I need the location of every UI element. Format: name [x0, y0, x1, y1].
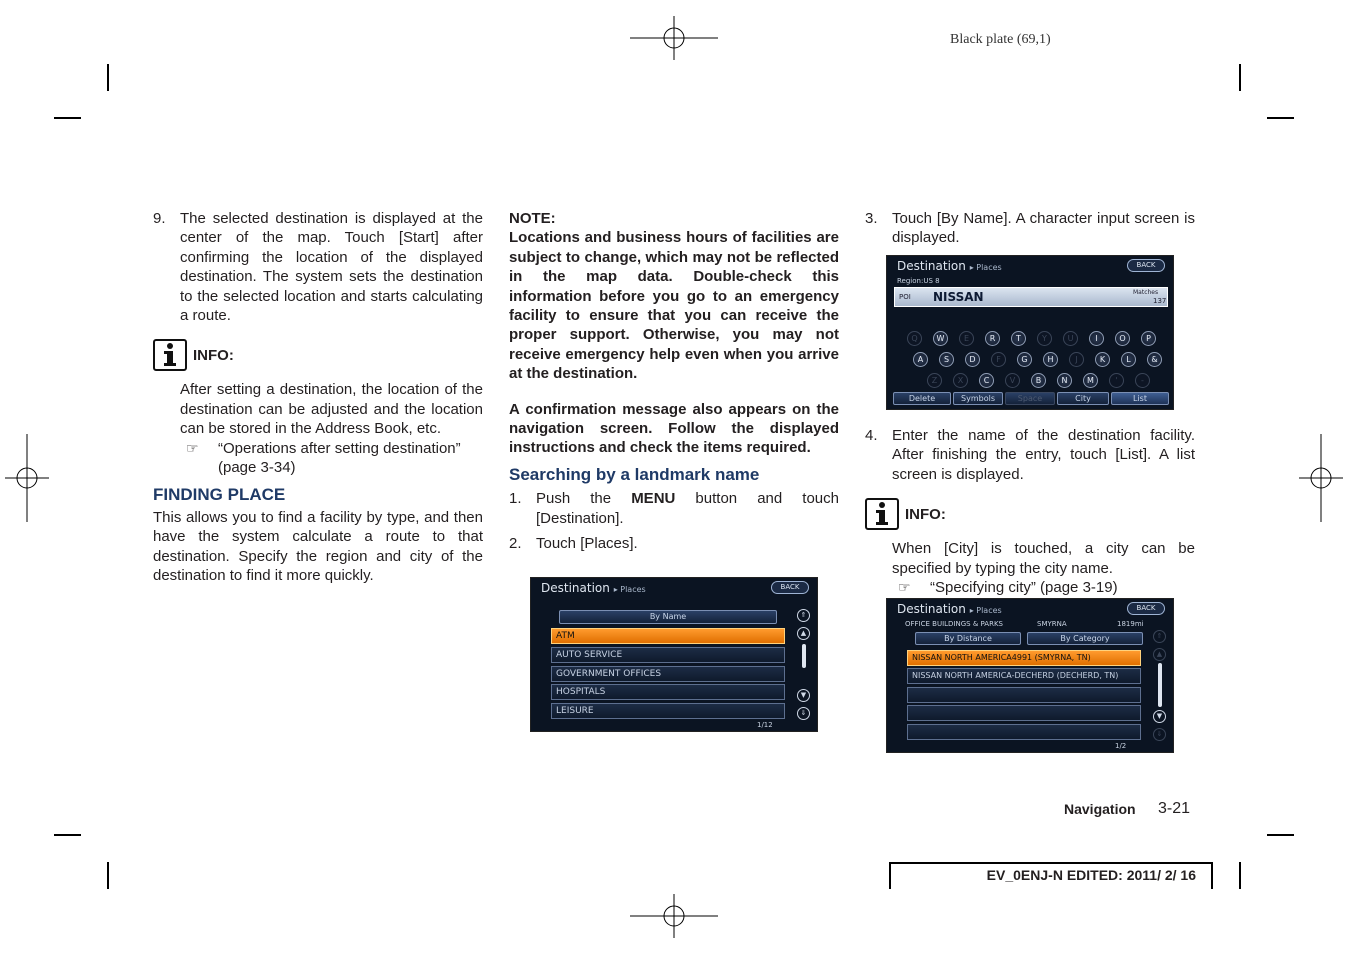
- step-number: 3.: [865, 210, 878, 227]
- column-left: [153, 209, 483, 586]
- key[interactable]: K: [1095, 352, 1110, 367]
- city-label: SMYRNA: [1037, 620, 1067, 628]
- list-item[interactable]: ATM: [551, 628, 785, 644]
- page-indicator: 1/12: [757, 721, 773, 729]
- key[interactable]: D: [965, 352, 980, 367]
- step-text: Enter the name of the destination facility. After finishing the entry, touch [List]. A list screen is displayed.: [892, 427, 1195, 483]
- list-item[interactable]: LEISURE: [551, 703, 785, 719]
- key[interactable]: F: [991, 352, 1006, 367]
- key[interactable]: I: [1089, 331, 1104, 346]
- step-number: 4.: [865, 427, 878, 444]
- key[interactable]: A: [913, 352, 928, 367]
- footer-section: Navigation: [1064, 801, 1136, 817]
- key[interactable]: -: [1135, 373, 1150, 388]
- by-name-button[interactable]: By Name: [559, 610, 777, 624]
- scroll-up-icon[interactable]: ▲: [797, 627, 810, 640]
- key[interactable]: R: [985, 331, 1000, 346]
- screen-title: Destination ▸ Places: [897, 259, 1002, 273]
- scrollbar[interactable]: [1158, 663, 1162, 707]
- step-text: Push the MENU button and touch [Destination].: [536, 490, 839, 527]
- page-up-icon[interactable]: ⇑: [1153, 630, 1166, 643]
- info-title: INFO:: [905, 505, 946, 523]
- key[interactable]: S: [939, 352, 954, 367]
- list-item-empty[interactable]: [907, 705, 1141, 721]
- screen-title: Destination ▸ Places: [541, 581, 646, 595]
- category-label: OFFICE BUILDINGS & PARKS: [905, 620, 1003, 628]
- by-distance-button[interactable]: By Distance: [915, 632, 1021, 645]
- column-middle: [509, 209, 839, 554]
- step-2: [509, 534, 839, 553]
- input-value: NISSAN: [933, 290, 984, 304]
- key[interactable]: B: [1031, 373, 1046, 388]
- info-text: When [City] is touched, a city can be specified by typing the city name.: [892, 540, 1195, 577]
- info-title: INFO:: [193, 346, 234, 364]
- step-number: 9.: [153, 210, 166, 227]
- key[interactable]: M: [1083, 373, 1098, 388]
- region-label: Region:US 8: [897, 277, 940, 285]
- reference-text: “Specifying city” (page 3-19): [930, 579, 1118, 597]
- step-text: Touch [Places].: [536, 535, 638, 553]
- key[interactable]: E: [959, 331, 974, 346]
- scroll-up-icon[interactable]: ▲: [1153, 648, 1166, 661]
- page-down-icon[interactable]: ⇓: [1153, 728, 1166, 741]
- key[interactable]: O: [1115, 331, 1130, 346]
- reference: [898, 578, 1195, 597]
- list-item[interactable]: HOSPITALS: [551, 684, 785, 700]
- info-icon: [865, 498, 899, 530]
- step-text: The selected destination is displayed at the center of the map. Touch [Start] after confirming the location of the displayed destination. The system sets the destination to the selected location and starts calculating a route.: [180, 210, 483, 325]
- matches-count: 137: [1153, 297, 1167, 305]
- list-item[interactable]: GOVERNMENT OFFICES: [551, 666, 785, 682]
- list-button[interactable]: List: [1111, 392, 1169, 405]
- step-4: [865, 426, 1195, 484]
- info-text: After setting a destination, the location of the destination can be adjusted and the location can be stored in the Address Book, etc.: [180, 381, 483, 438]
- plate-label: Black plate (69,1): [950, 32, 1051, 47]
- step-9: [153, 209, 483, 325]
- registration-mark-top: [630, 16, 718, 60]
- section-text: This allows you to find a facility by type, and then have the system calculate a route to that destination. Specify the region and city of the destination to find it more quickly.: [153, 508, 483, 585]
- key[interactable]: U: [1063, 331, 1078, 346]
- section-title: FINDING PLACE: [153, 485, 286, 505]
- registration-mark-left: [5, 434, 49, 522]
- key[interactable]: Q: [907, 331, 922, 346]
- list-item[interactable]: AUTO SERVICE: [551, 647, 785, 663]
- step-number: 2.: [509, 535, 522, 553]
- key[interactable]: G: [1017, 352, 1032, 367]
- note-title: NOTE:: [509, 210, 556, 227]
- reference: [186, 439, 483, 478]
- places-screen: [530, 577, 818, 732]
- step-text: Touch [By Name]. A character input screen is displayed.: [892, 210, 1195, 247]
- page-up-icon[interactable]: ⇑: [797, 609, 810, 622]
- key[interactable]: X: [953, 373, 968, 388]
- key[interactable]: L: [1121, 352, 1136, 367]
- key[interactable]: Y: [1037, 331, 1052, 346]
- note-text-2: A confirmation message also appears on the navigation screen. Follow the displayed instructions and check the items required.: [509, 400, 839, 457]
- back-button[interactable]: BACK: [771, 581, 809, 594]
- list-item[interactable]: NISSAN NORTH AMERICA4991 (SMYRNA, TN): [907, 650, 1141, 666]
- symbols-button[interactable]: Symbols: [953, 392, 1003, 405]
- by-category-button[interactable]: By Category: [1027, 632, 1143, 645]
- page-number: 3-21: [1158, 800, 1191, 817]
- distance-label: 1819mi: [1117, 620, 1144, 628]
- edited-stamp: EV_0ENJ-N EDITED: 2011/ 2/ 16: [889, 862, 1213, 889]
- note-text-1: Locations and business hours of facilities are subject to change, which may not be reflected in the map data. Double-check this information before you go to an emergency facility to ensure that you can receive the proper support. Otherwise, you may not receive emergency help even when you arrive at the destination.: [509, 229, 839, 383]
- delete-button[interactable]: Delete: [893, 392, 951, 405]
- registration-mark-bottom: [630, 894, 718, 938]
- list-item-empty[interactable]: [907, 687, 1141, 703]
- poi-label: POI: [899, 293, 911, 301]
- screen-title: Destination ▸ Places: [897, 602, 1002, 616]
- key[interactable]: C: [979, 373, 994, 388]
- step-number: 1.: [509, 490, 522, 508]
- back-button[interactable]: BACK: [1127, 259, 1165, 272]
- result-list-screen: [886, 598, 1174, 753]
- reference-text: “Operations after setting destination” (page 3-34): [218, 439, 461, 477]
- info-heading: [153, 339, 483, 371]
- list-item-empty[interactable]: [907, 724, 1141, 740]
- key[interactable]: N: [1057, 373, 1072, 388]
- matches-label: Matches: [1133, 289, 1159, 296]
- scroll-down-icon[interactable]: ▼: [1153, 710, 1166, 723]
- character-input-screen: [886, 255, 1174, 410]
- registration-mark-right: [1299, 434, 1343, 522]
- scrollbar[interactable]: [802, 644, 806, 668]
- subsection-title: Searching by a landmark name: [509, 464, 760, 484]
- city-button[interactable]: City: [1057, 392, 1109, 405]
- key[interactable]: P: [1141, 331, 1156, 346]
- step-1: [509, 489, 839, 528]
- key[interactable]: &: [1147, 352, 1162, 367]
- key[interactable]: V: [1005, 373, 1020, 388]
- space-button[interactable]: Space: [1005, 392, 1055, 405]
- search-input[interactable]: [894, 287, 1168, 307]
- key[interactable]: T: [1011, 331, 1026, 346]
- key[interactable]: ': [1109, 373, 1124, 388]
- key[interactable]: W: [933, 331, 948, 346]
- page-down-icon[interactable]: ⇓: [797, 707, 810, 720]
- pointing-hand-icon: ☞: [898, 579, 911, 596]
- key[interactable]: Z: [927, 373, 942, 388]
- info-heading: [865, 498, 1195, 530]
- column-right: [865, 209, 1195, 248]
- page-indicator: 1/2: [1115, 742, 1127, 750]
- scroll-down-icon[interactable]: ▼: [797, 689, 810, 702]
- list-item[interactable]: NISSAN NORTH AMERICA-DECHERD (DECHERD, TN): [907, 668, 1141, 684]
- pointing-hand-icon: ☞: [186, 439, 199, 456]
- step-3: [865, 209, 1195, 248]
- menu-button-name: MENU: [631, 490, 676, 508]
- info-icon: [153, 339, 187, 371]
- back-button[interactable]: BACK: [1127, 602, 1165, 615]
- column-right-lower: [865, 426, 1195, 597]
- key[interactable]: H: [1043, 352, 1058, 367]
- key[interactable]: J: [1069, 352, 1084, 367]
